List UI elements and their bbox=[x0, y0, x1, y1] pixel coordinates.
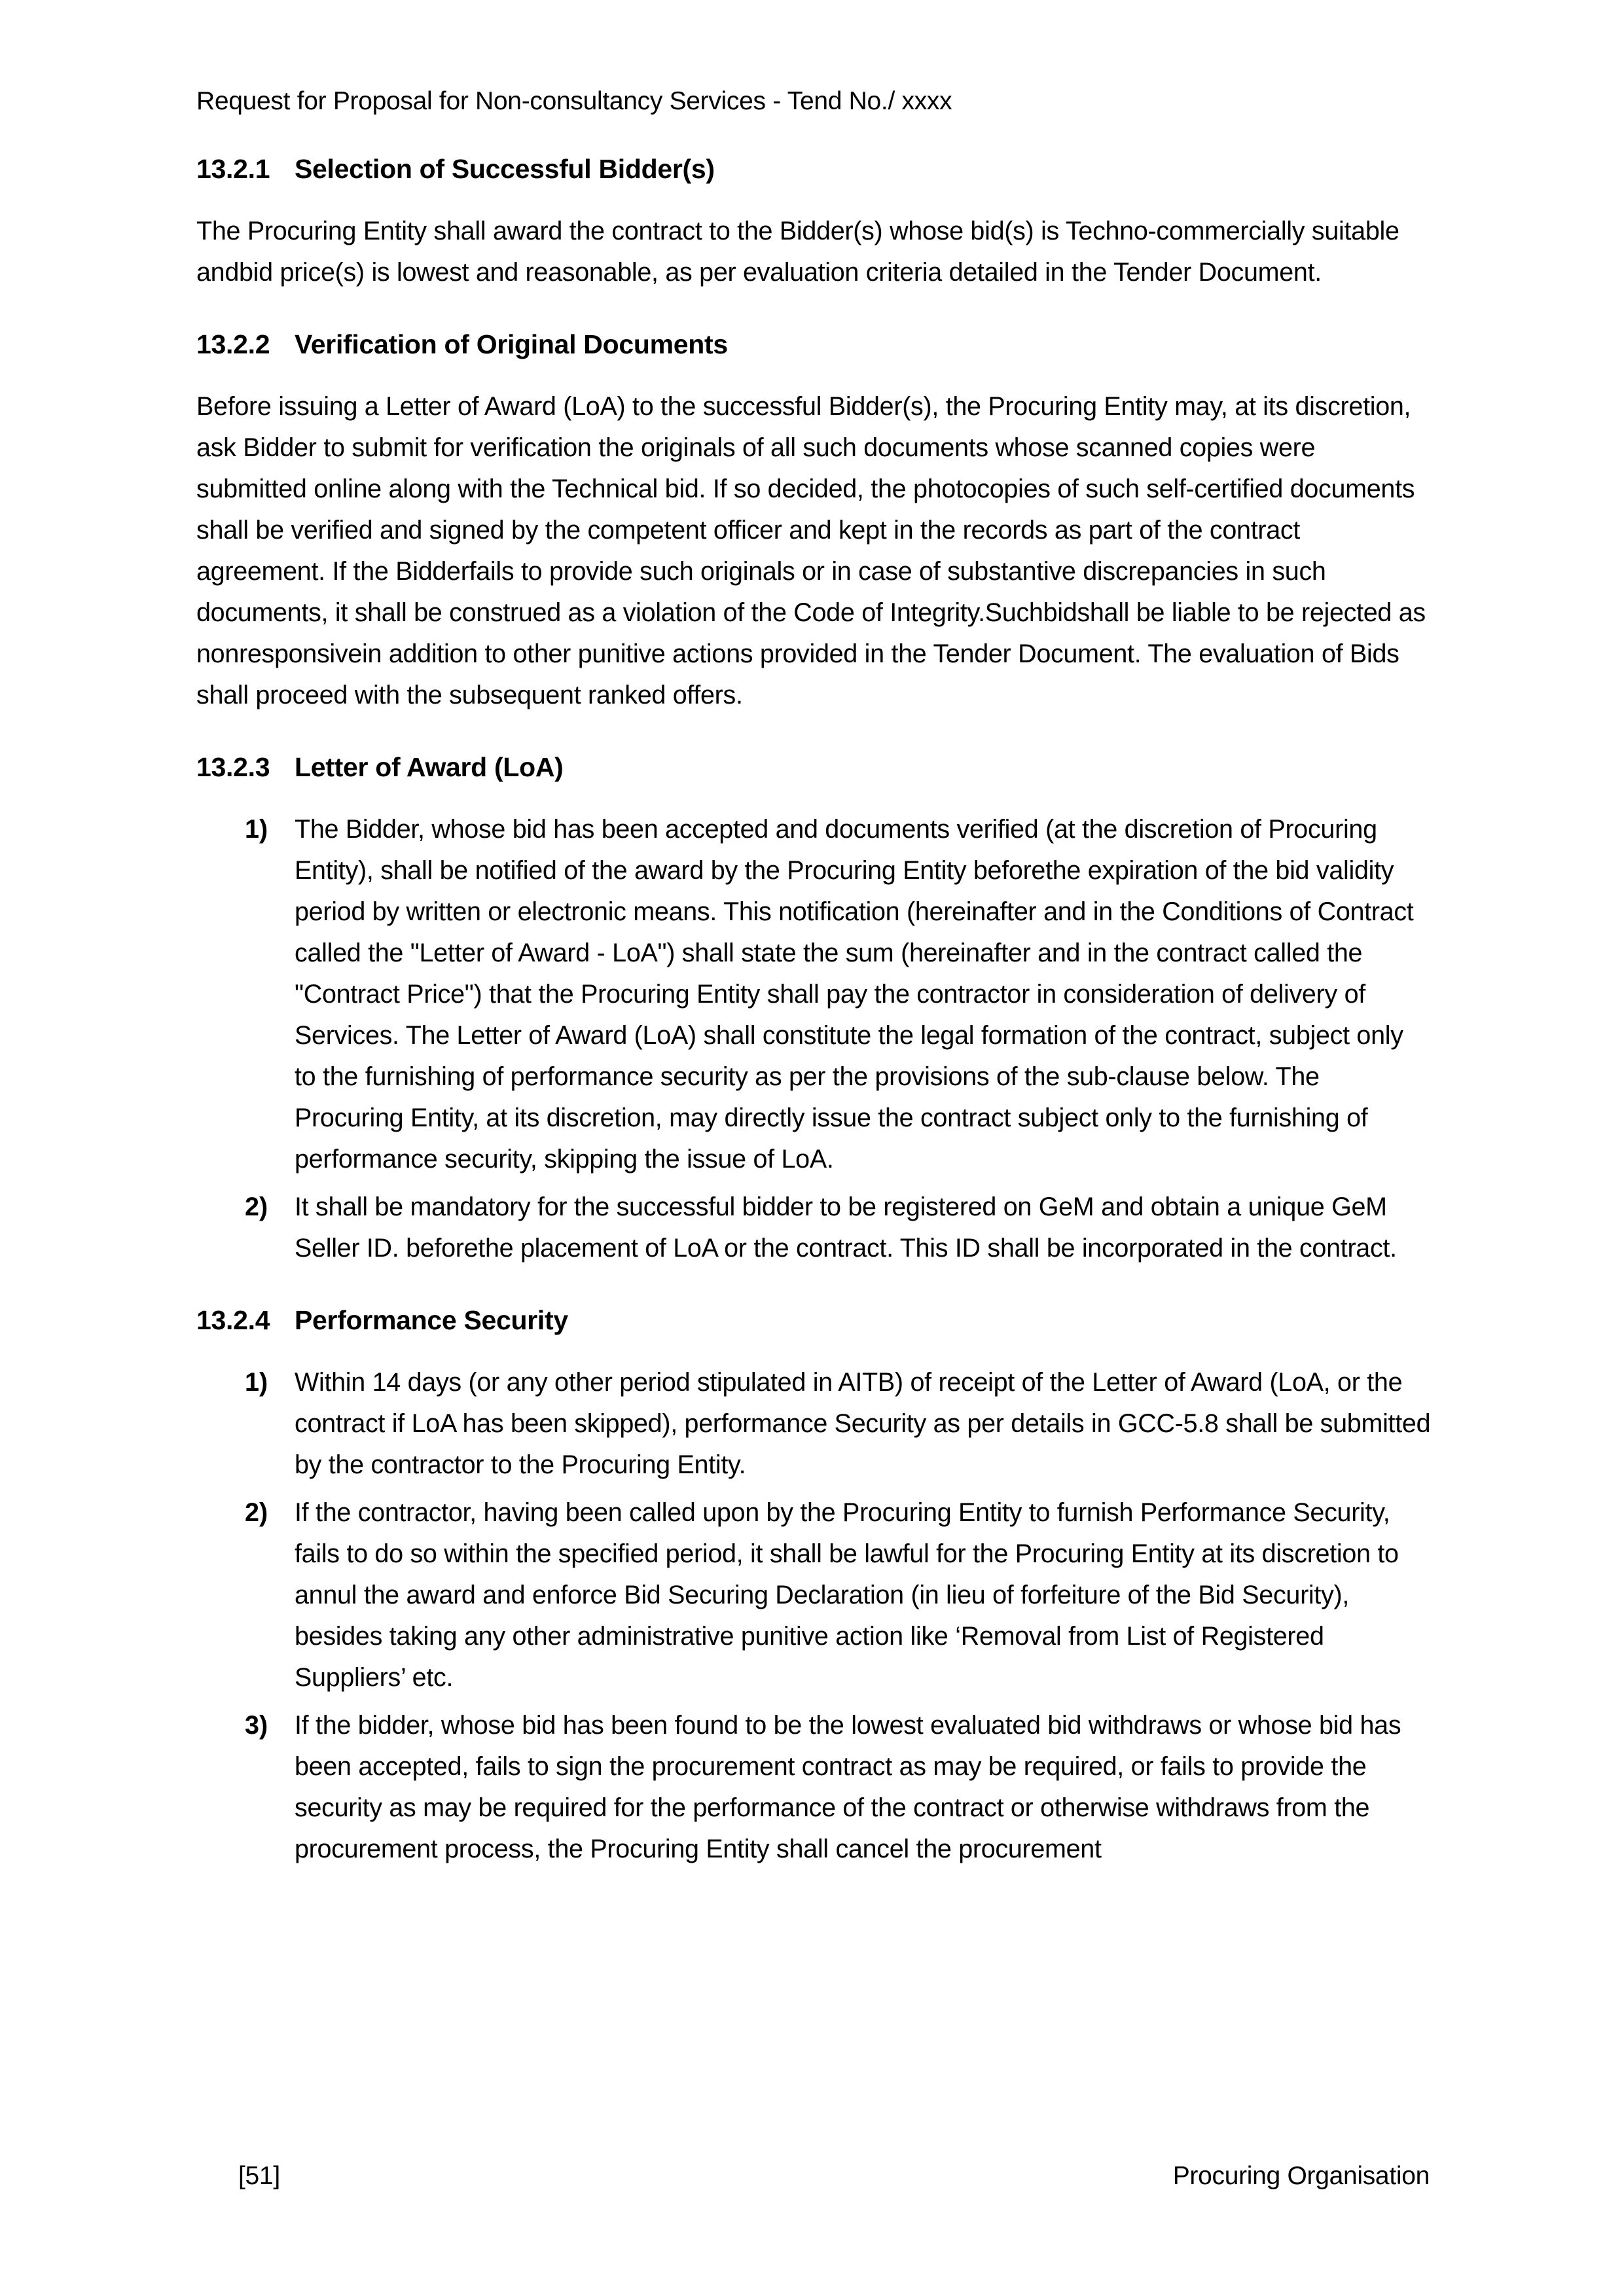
list-item-text: It shall be mandatory for the successful bidder to be registered on GeM and obtain a unique GeM Seller ID. beforethe placement of LoA or the contract. This ID shall be incorporated in the contract. bbox=[295, 1193, 1397, 1263]
section-title: Selection of Successful Bidder(s) bbox=[295, 154, 715, 184]
section-title: Performance Security bbox=[295, 1305, 568, 1335]
section-13-2-4 bbox=[196, 1302, 1431, 1870]
list-item-marker: 1) bbox=[245, 815, 268, 844]
list-item-text: Within 14 days (or any other period stipulated in AITB) of receipt of the Letter of Award (LoA, or the contract if LoA has been skipped), performance Security as per details in GCC-5.8 shall be submitted by the contractor to the Procuring Entity. bbox=[295, 1368, 1431, 1479]
list-item-text: If the bidder, whose bid has been found to be the lowest evaluated bid withdraws or whose bid has been accepted, fails to sign the procurement contract as may be required, or fails to provide the security as may be required for the performance of the contract or otherwise withdraws from the procurement process, the Procuring Entity shall cancel the procurement bbox=[295, 1711, 1401, 1863]
page-header-text: Request for Proposal for Non-consultancy Services - Tend No./ xxxx bbox=[196, 87, 952, 115]
section-number: 13.2.3 bbox=[196, 752, 270, 782]
list-item bbox=[196, 1492, 1431, 1698]
list-item bbox=[196, 1187, 1431, 1269]
list-item bbox=[196, 809, 1431, 1180]
section-title: Verification of Original Documents bbox=[295, 329, 728, 359]
page-content bbox=[196, 0, 1431, 1876]
section-13-2-1 bbox=[196, 151, 1431, 293]
section-heading bbox=[196, 151, 1431, 187]
section-heading bbox=[196, 1302, 1431, 1338]
numbered-list bbox=[196, 1362, 1431, 1870]
section-paragraph: Before issuing a Letter of Award (LoA) to the successful Bidder(s), the Procuring Entity may, at its discretion, ask Bidder to submit for verification the originals of all such documents whose scanned copies were submitted online along with the Technical bid. If so decided, the photocopies of such self-certified documents shall be verified and signed by the competent officer and kept in the records as part of the contract agreement. If the Bidderfails to provide such originals or in case of substantive discrepancies in such documents, it shall be construed as a violation of the Code of Integrity.Suchbidshall be liable to be rejected as nonresponsivein addition to other punitive actions provided in the Tender Document. The evaluation of Bids shall proceed with the subsequent ranked offers. bbox=[196, 392, 1426, 709]
section-13-2-2 bbox=[196, 326, 1431, 716]
section-number: 13.2.4 bbox=[196, 1305, 270, 1335]
numbered-list bbox=[196, 809, 1431, 1269]
page-number: [51] bbox=[238, 2162, 280, 2190]
list-item-text: The Bidder, whose bid has been accepted and documents verified (at the discretion of Procuring Entity), shall be notified of the award by the Procuring Entity beforethe expiration of the bid validity period by written or electronic means. This notification (hereinafter and in the Conditions of Contract called the "Letter of Award - LoA") shall state the sum (hereinafter and in the contract called the "Contract Price") that the Procuring Entity shall pay the contractor in consideration of delivery of Services. The Letter of Award (LoA) shall constitute the legal formation of the contract, subject only to the furnishing of performance security as per the provisions of the sub-clause below. The Procuring Entity, at its discretion, may directly issue the contract subject only to the furnishing of performance security, skipping the issue of LoA. bbox=[295, 815, 1414, 1174]
footer-organisation: Procuring Organisation bbox=[1172, 2162, 1430, 2190]
section-title: Letter of Award (LoA) bbox=[295, 752, 564, 782]
list-item-marker: 1) bbox=[245, 1368, 268, 1397]
section-heading bbox=[196, 749, 1431, 785]
section-heading bbox=[196, 326, 1431, 363]
list-item-marker: 2) bbox=[245, 1498, 268, 1527]
list-item-marker: 2) bbox=[245, 1193, 268, 1221]
section-number: 13.2.1 bbox=[196, 154, 270, 184]
section-paragraph: The Procuring Entity shall award the contract to the Bidder(s) whose bid(s) is Techno-commercially suitable andbid price(s) is lowest and reasonable, as per evaluation criteria detailed in the Tender Document. bbox=[196, 217, 1399, 287]
list-item bbox=[196, 1362, 1431, 1486]
list-item-marker: 3) bbox=[245, 1711, 268, 1740]
section-13-2-3 bbox=[196, 749, 1431, 1269]
page-footer bbox=[238, 2160, 1430, 2193]
list-item bbox=[196, 1705, 1431, 1870]
section-number: 13.2.2 bbox=[196, 329, 270, 359]
list-item-text: If the contractor, having been called upon by the Procuring Entity to furnish Performance Security, fails to do so within the specified period, it shall be lawful for the Procuring Entity at its discretion to annul the award and enforce Bid Securing Declaration (in lieu of forfeiture of the Bid Security), besides taking any other administrative punitive action like ‘Removal from List of Registered Suppliers’ etc. bbox=[295, 1498, 1399, 1692]
